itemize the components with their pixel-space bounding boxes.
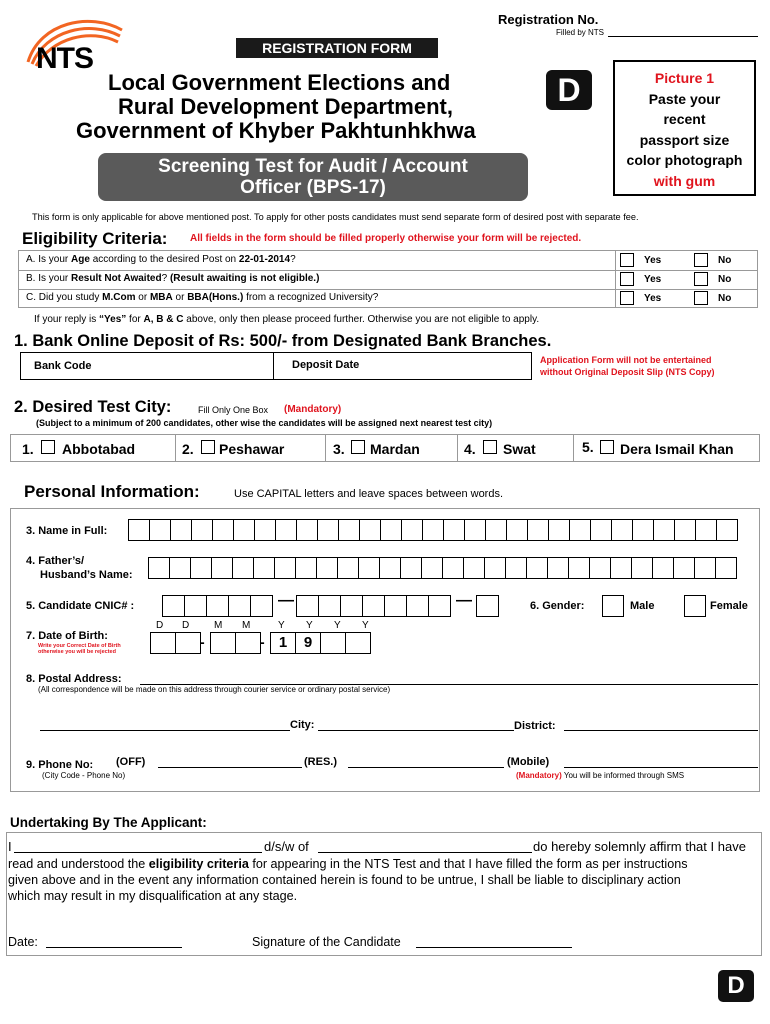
undertaking-line4: which may result in my disqualification at any stage. — [8, 889, 298, 903]
photo-title: Picture 1 — [654, 70, 715, 86]
dob-year-digit-3[interactable] — [320, 632, 346, 654]
photo-box[interactable] — [613, 60, 756, 196]
dob-year-input[interactable] — [270, 632, 371, 654]
date-field[interactable] — [46, 947, 182, 948]
question-c-no-label: No — [718, 293, 732, 304]
cnic-dash-2: — — [456, 592, 472, 609]
test-title-line1: Screening Test for Audit / Account — [158, 156, 468, 177]
question-a: A. Is your Age according to the desired Post on 22-01-2014? — [26, 254, 296, 265]
phone-label: 9. Phone No: — [26, 759, 94, 771]
personal-info-title: Personal Information: — [24, 482, 200, 501]
registration-no-field[interactable] — [608, 36, 758, 37]
letter-cell[interactable] — [505, 557, 527, 579]
district-label: District: — [514, 720, 556, 732]
dob-label: 7. Date of Birth: — [26, 630, 108, 642]
city-field[interactable] — [318, 730, 514, 731]
city-1-number: 1. — [22, 441, 34, 457]
letter-cell[interactable] — [421, 557, 443, 579]
question-c-yes-checkbox[interactable] — [620, 291, 634, 305]
question-a-yes-checkbox[interactable] — [620, 253, 634, 267]
city-2-label: Peshawar — [219, 441, 285, 457]
letter-cell[interactable] — [340, 595, 363, 617]
form-notice: This form is only applicable for above mentioned post. To apply for other posts candidates must send separate form of desired post with separate fee. — [32, 212, 639, 222]
test-city-subject-note: (Subject to a minimum of 200 candidates, other wise the candidates will be assigned next nearest test city) — [36, 418, 493, 428]
letter-cell[interactable] — [568, 557, 590, 579]
personal-info-subtitle: Use CAPITAL letters and leave spaces between words. — [234, 488, 504, 500]
city-1-checkbox[interactable] — [41, 440, 55, 454]
postal-address-line2[interactable] — [40, 730, 290, 731]
postal-address-label: 8. Postal Address: — [26, 673, 122, 685]
city-2-checkbox[interactable] — [201, 440, 215, 454]
cnic-input-part3[interactable] — [476, 595, 498, 617]
bank-deposit-title: 1. Bank Online Deposit of Rs: 500/- from Designated Bank Branches. — [14, 332, 552, 350]
father-label-line2: Husband’s Name: — [40, 569, 133, 581]
letter-cell[interactable] — [674, 519, 696, 541]
phone-mobile-label: (Mobile) — [507, 756, 550, 768]
eligibility-title: Eligibility Criteria: — [22, 229, 168, 248]
question-b-no-checkbox[interactable] — [694, 272, 708, 286]
org-title-line2: Rural Development Department, — [118, 94, 453, 119]
signature-label: Signature of the Candidate — [252, 935, 401, 949]
registration-no-label: Registration No. — [498, 12, 599, 27]
city-1-label: Abbotabad — [62, 441, 136, 457]
letter-cell[interactable] — [274, 557, 296, 579]
letter-cell[interactable] — [233, 519, 255, 541]
undertaking-affirm: do hereby solemnly affirm that I have — [533, 839, 746, 854]
personal-info-section — [10, 508, 760, 792]
city-2-number: 2. — [182, 441, 194, 457]
letter-cell[interactable] — [716, 519, 738, 541]
mobile-mandatory-note: (Mandatory) You will be informed through SMS — [516, 771, 685, 780]
letter-cell[interactable] — [191, 519, 213, 541]
letter-cell[interactable] — [149, 519, 171, 541]
dob-y1-label: Y — [278, 620, 285, 631]
letter-cell[interactable] — [590, 519, 612, 541]
letter-cell[interactable] — [250, 595, 273, 617]
letter-cell[interactable] — [210, 632, 236, 654]
letter-cell[interactable] — [295, 557, 317, 579]
cnic-dash-1: — — [278, 592, 294, 609]
org-title-line3: Government of Khyber Pakhtunhkhwa — [76, 118, 476, 143]
gender-male-checkbox[interactable] — [602, 595, 624, 617]
eligibility-reply-note: If your reply is “Yes” for A, B & C above, only then please proceed further. Otherwise you are not eligible to apply. — [34, 314, 540, 325]
dob-hyphen-1: - — [200, 634, 205, 650]
city-3-checkbox[interactable] — [351, 440, 365, 454]
letter-cell[interactable] — [362, 595, 385, 617]
letter-cell[interactable] — [316, 557, 338, 579]
photo-line4: passport size — [639, 131, 730, 148]
letter-cell[interactable] — [190, 557, 212, 579]
letter-cell[interactable] — [715, 557, 737, 579]
letter-cell[interactable] — [527, 519, 549, 541]
test-city-mandatory: (Mandatory) — [284, 404, 342, 415]
city-3-number: 3. — [333, 441, 345, 457]
letter-cell[interactable] — [253, 557, 275, 579]
letter-cell[interactable] — [476, 595, 499, 617]
letter-cell[interactable] — [317, 519, 339, 541]
form-letter-badge: D — [546, 70, 592, 110]
district-field[interactable] — [564, 730, 758, 731]
question-a-no-checkbox[interactable] — [694, 253, 708, 267]
letter-cell[interactable] — [610, 557, 632, 579]
dob-day-input[interactable] — [150, 632, 200, 654]
letter-cell[interactable] — [694, 557, 716, 579]
eligibility-note: All fields in the form should be filled properly otherwise your form will be rejected. — [190, 233, 582, 244]
letter-cell[interactable] — [463, 557, 485, 579]
dob-y2-label: Y — [306, 620, 313, 631]
bank-code-field[interactable] — [110, 356, 270, 376]
letter-cell[interactable] — [318, 595, 341, 617]
dob-year-digit-4[interactable] — [345, 632, 371, 654]
city-code-note: (City Code - Phone No) — [42, 771, 126, 780]
dob-note-line2: otherwise you will be rejected — [38, 649, 116, 655]
name-label: 3. Name in Full: — [26, 525, 108, 537]
city-4-number: 4. — [464, 441, 476, 457]
letter-cell[interactable] — [400, 557, 422, 579]
letter-cell[interactable] — [422, 519, 444, 541]
undertaking-dsw: d/s/w of — [264, 839, 309, 854]
letter-cell[interactable] — [228, 595, 251, 617]
letter-cell[interactable] — [235, 632, 261, 654]
letter-cell[interactable] — [379, 557, 401, 579]
letter-cell[interactable] — [652, 557, 674, 579]
phone-off-label: (OFF) — [116, 756, 146, 768]
dob-m2-label: M — [242, 620, 251, 631]
letter-cell[interactable] — [359, 519, 381, 541]
question-b: B. Is your Result Not Awaited? (Result awaiting is not eligible.) — [26, 273, 320, 284]
gender-female-checkbox[interactable] — [684, 595, 706, 617]
question-c: C. Did you study M.Com or MBA or BBA(Hons.) from a recognized University? — [26, 292, 379, 303]
phone-off-field[interactable] — [158, 767, 302, 768]
letter-cell[interactable] — [653, 519, 675, 541]
letter-cell[interactable] — [338, 519, 360, 541]
photo-line5: color photograph — [626, 152, 743, 168]
dob-hyphen-2: - — [260, 634, 265, 650]
letter-cell[interactable] — [169, 557, 191, 579]
dob-d2-label: D — [182, 620, 190, 631]
cnic-label: 5. Candidate CNIC# : — [26, 600, 135, 612]
undertaking-line2: read and understood the eligibility criteria for appearing in the NTS Test and that I have filled the form as per instructions — [8, 857, 688, 871]
question-c-yes-label: Yes — [644, 293, 662, 304]
letter-cell[interactable] — [184, 595, 207, 617]
test-title-box — [98, 153, 528, 201]
letter-cell[interactable] — [175, 632, 201, 654]
nts-logo-text: NTS — [36, 42, 93, 75]
letter-cell[interactable] — [148, 557, 170, 579]
bank-warning-line2: without Original Deposit Slip (NTS Copy) — [540, 367, 715, 377]
letter-cell[interactable] — [150, 632, 176, 654]
cnic-input-part2[interactable] — [296, 595, 450, 617]
letter-cell[interactable] — [337, 557, 359, 579]
letter-cell[interactable] — [296, 519, 318, 541]
letter-cell[interactable] — [206, 595, 229, 617]
letter-cell[interactable] — [380, 519, 402, 541]
letter-cell[interactable] — [673, 557, 695, 579]
letter-cell[interactable] — [631, 557, 653, 579]
question-b-yes-label: Yes — [644, 274, 662, 285]
letter-cell[interactable] — [589, 557, 611, 579]
date-label: Date: — [8, 935, 38, 949]
photo-line6: with gum — [653, 172, 716, 189]
undertaking-i: I — [8, 839, 12, 854]
letter-cell[interactable] — [170, 519, 192, 541]
letter-cell[interactable] — [569, 519, 591, 541]
letter-cell[interactable] — [548, 519, 570, 541]
undertaking-title: Undertaking By The Applicant: — [10, 815, 207, 830]
letter-cell[interactable] — [506, 519, 528, 541]
signature-field[interactable] — [416, 947, 572, 948]
org-title-line1: Local Government Elections and — [108, 70, 451, 95]
letter-cell[interactable] — [695, 519, 717, 541]
city-5-number: 5. — [582, 439, 594, 455]
photo-line2: Paste your — [648, 90, 721, 107]
filled-by-nts-note: Filled by NTS — [556, 28, 605, 37]
photo-line3: recent — [663, 111, 706, 127]
letter-cell[interactable] — [401, 519, 423, 541]
letter-cell[interactable] — [442, 557, 464, 579]
bank-code-label: Bank Code — [34, 360, 92, 372]
dob-y4-label: Y — [362, 620, 369, 631]
letter-cell[interactable] — [526, 557, 548, 579]
letter-cell[interactable] — [484, 557, 506, 579]
phone-res-field[interactable] — [348, 767, 504, 768]
letter-cell[interactable] — [211, 557, 233, 579]
question-b-yes-checkbox[interactable] — [620, 272, 634, 286]
letter-cell[interactable] — [296, 595, 319, 617]
city-label: City: — [290, 719, 315, 731]
letter-cell[interactable] — [128, 519, 150, 541]
dob-m1-label: M — [214, 620, 223, 631]
phone-mobile-field[interactable] — [564, 767, 758, 768]
question-c-no-checkbox[interactable] — [694, 291, 708, 305]
city-5-checkbox[interactable] — [600, 440, 614, 454]
test-city-fill-note: Fill Only One Box — [198, 405, 269, 415]
cnic-input-part1[interactable] — [162, 595, 272, 617]
registration-form-title: REGISTRATION FORM — [236, 38, 438, 58]
applicant-name-field[interactable] — [14, 852, 262, 853]
letter-cell[interactable] — [632, 519, 654, 541]
dob-d1-label: D — [156, 620, 164, 631]
father-label-line1: 4. Father’s/ — [26, 555, 85, 567]
undertaking-line3: given above and in the event any information contained herein is found to be untrue, I shall be liable to disciplinary action — [8, 873, 681, 887]
dob-year-digit-2[interactable]: 9 — [295, 632, 321, 654]
phone-res-label: (RES.) — [304, 756, 337, 768]
test-title-line2: Officer (BPS-17) — [240, 177, 386, 198]
postal-address-note: (All correspondence will be made on this address through courier service or ordinary postal service) — [38, 685, 391, 694]
letter-cell[interactable] — [254, 519, 276, 541]
letter-cell[interactable] — [547, 557, 569, 579]
city-3-label: Mardan — [370, 441, 420, 457]
letter-cell[interactable] — [358, 557, 380, 579]
letter-cell[interactable] — [232, 557, 254, 579]
test-city-title: 2. Desired Test City: — [14, 398, 172, 416]
deposit-date-field[interactable] — [380, 356, 528, 376]
gender-label: 6. Gender: — [530, 600, 585, 612]
letter-cell[interactable] — [162, 595, 185, 617]
letter-cell[interactable] — [443, 519, 465, 541]
name-input[interactable] — [128, 519, 737, 541]
gender-female-label: Female — [710, 600, 748, 612]
dob-year-digit-1[interactable]: 1 — [270, 632, 296, 654]
bank-warning-line1: Application Form will not be entertained — [540, 355, 712, 365]
letter-cell[interactable] — [464, 519, 486, 541]
city-4-label: Swat — [503, 441, 536, 457]
guardian-name-field[interactable] — [318, 852, 532, 853]
letter-cell[interactable] — [212, 519, 234, 541]
letter-cell[interactable] — [406, 595, 429, 617]
letter-cell[interactable] — [611, 519, 633, 541]
dob-note-line1: Write your Correct Date of Birth — [38, 643, 121, 649]
footer-form-letter: D — [718, 970, 754, 1002]
question-a-yes-label: Yes — [644, 255, 662, 266]
father-name-input[interactable] — [148, 557, 736, 579]
dob-month-input[interactable] — [210, 632, 260, 654]
deposit-date-label: Deposit Date — [292, 359, 360, 371]
letter-cell[interactable] — [428, 595, 451, 617]
question-a-no-label: No — [718, 255, 732, 266]
gender-male-label: Male — [630, 600, 655, 612]
question-b-no-label: No — [718, 274, 732, 285]
city-5-label: Dera Ismail Khan — [620, 441, 734, 457]
dob-y3-label: Y — [334, 620, 341, 631]
letter-cell[interactable] — [384, 595, 407, 617]
letter-cell[interactable] — [485, 519, 507, 541]
city-4-checkbox[interactable] — [483, 440, 497, 454]
letter-cell[interactable] — [275, 519, 297, 541]
